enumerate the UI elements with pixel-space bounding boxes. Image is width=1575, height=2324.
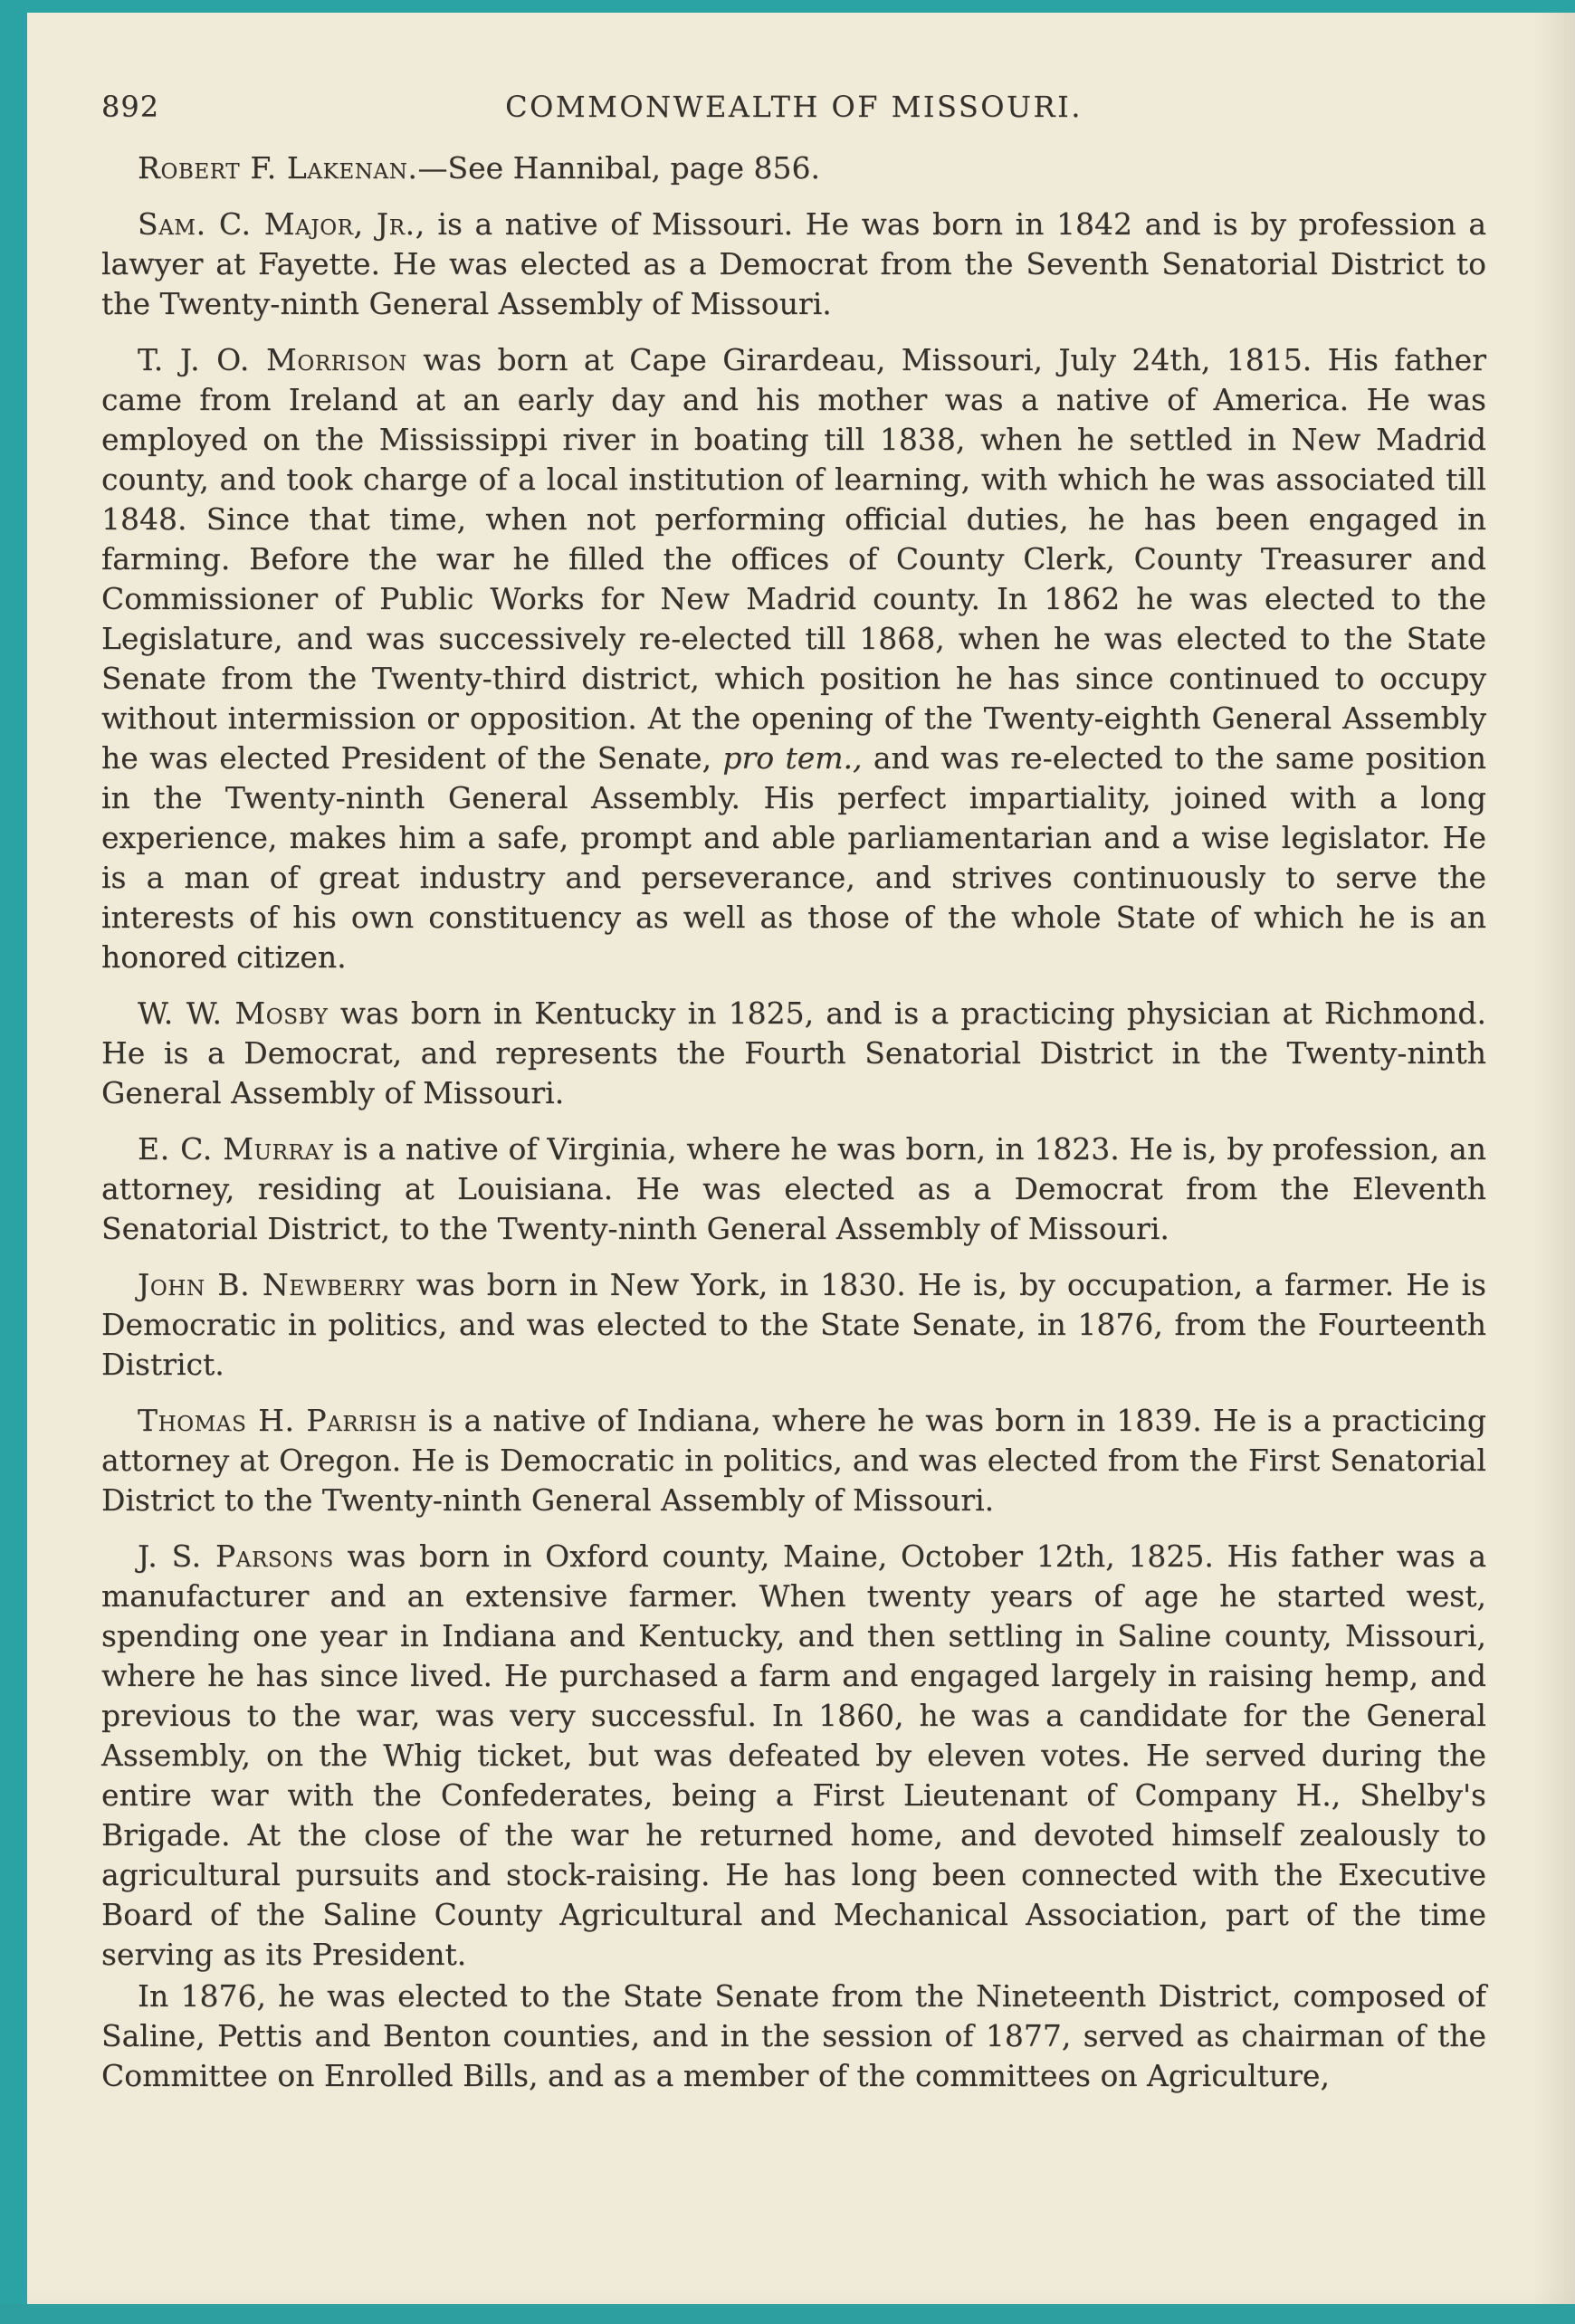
entry-name: J. S. Parsons <box>138 1538 334 1574</box>
entry-text: was born at Cape Girardeau, Missouri, July 24th, 1815. His father came from Ireland at an early day and his mother was a native of America. He was employed on the Mississippi river in boating till 1838, when he settled in New Madrid county, and took charge of a local institution of learning, with which he was associated till 1848. Since that time, when not performing official duties, he has been engaged in farming. Before the war he filled the offices of County Clerk, County Treasurer and Commissioner of Public Works for New Madrid county. In 1862 he was elected to the Legislature, and was successively re-elected till 1868, when he was elected to the State Senate from the Twenty-third district, which position he has since continued to occupy without intermission or opposition. At the opening of the Twenty-eighth General Assembly he was elected President of the Senate, <box>101 342 1486 776</box>
bio-entry <box>101 205 1486 324</box>
entry-name: E. C. Murray <box>138 1131 334 1167</box>
bio-entry <box>101 1129 1486 1249</box>
entry-name: Sam. C. Major, Jr., <box>138 206 425 242</box>
entry-text: —See Hannibal, page 856. <box>417 150 820 186</box>
bio-entry <box>101 340 1486 977</box>
bio-entry <box>101 1537 1486 1975</box>
entry-text: is a native of Indiana, where he was born in 1839. He is a practicing attorney at Oregon. He is Democratic in politics, and was elected from the First Senatorial District to the Twenty-ninth General Assembly of Missouri. <box>101 1403 1486 1518</box>
scan-edge-bottom <box>0 2304 1575 2324</box>
bio-entries <box>101 148 1486 2096</box>
entry-text: was born in New York, in 1830. He is, by occupation, a farmer. He is Democratic in politics, and was elected to the State Senate, in 1876, from the Fourteenth District. <box>101 1267 1486 1382</box>
bio-entry <box>101 1976 1486 2096</box>
scanned-page <box>101 87 1486 2096</box>
running-title: COMMONWEALTH OF MISSOURI. <box>505 90 1083 124</box>
entry-text: is a native of Virginia, where he was born, in 1823. He is, by profession, an attorney, residing at Louisiana. He was elected as a Democrat from the Eleventh Senatorial District, to the Twenty-ninth General Assembly of Missouri. <box>101 1131 1486 1246</box>
bio-entry <box>101 1401 1486 1520</box>
entry-name: T. J. O. Morrison <box>138 342 407 377</box>
page-header <box>101 87 1486 129</box>
entry-text: and was re-elected to the same position in the Twenty-ninth General Assembly. His perfect impartiality, joined with a long experience, makes him a safe, prompt and able parliamentarian and a wise legislator. He is a man of great industry and perseverance, and strives continuously to serve the interests of his own constituency as well as those of the whole State of which he is an honored citizen. <box>101 740 1486 975</box>
entry-text: is a native of Missouri. He was born in 1842 and is by profession a lawyer at Fayette. He was elected as a Democrat from the Seventh Senatorial District to the Twenty-ninth General Assembly of Missouri. <box>101 206 1486 321</box>
entry-name: John B. Newberry <box>138 1267 405 1302</box>
entry-text: In 1876, he was elected to the State Senate from the Nineteenth District, composed of Saline, Pettis and Benton counties, and in the session of 1877, served as chairman of the Committee on Enrolled Bills, and as a member of the committees on Agriculture, <box>101 1978 1486 2093</box>
entry-name: Robert F. Lakenan. <box>138 150 418 186</box>
bio-entry <box>101 994 1486 1113</box>
scan-edge-left <box>0 0 27 2324</box>
bio-entry <box>101 148 1486 188</box>
entry-text: was born in Kentucky in 1825, and is a practicing physician at Richmond. He is a Democrat, and represents the Fourth Senatorial District in the Twenty-ninth General Assembly of Missouri. <box>101 995 1487 1110</box>
bio-entry <box>101 1265 1486 1385</box>
entry-text-italic: pro tem., <box>722 740 863 776</box>
entry-name: Thomas H. Parrish <box>138 1403 417 1438</box>
page-number: 892 <box>101 90 160 124</box>
scan-edge-top <box>0 0 1575 13</box>
entry-text: was born in Oxford county, Maine, October 12th, 1825. His father was a manufacturer and an extensive farmer. When twenty years of age he started west, spending one year in Indiana and Kentucky, and then settling in Saline county, Missouri, where he has since lived. He purchased a farm and engaged largely in raising hemp, and previous to the war, was very successful. In 1860, he was a candidate for the General Assembly, on the Whig ticket, but was defeated by eleven votes. He served during the entire war with the Confederates, being a First Lieutenant of Company H., Shelby's Brigade. At the close of the war he returned home, and devoted himself zealously to agricultural pursuits and stock-raising. He has long been connected with the Executive Board of the Saline County Agricultural and Mechanical Association, part of the time serving as its President. <box>101 1538 1486 1972</box>
entry-name: W. W. Mosby <box>138 995 329 1031</box>
